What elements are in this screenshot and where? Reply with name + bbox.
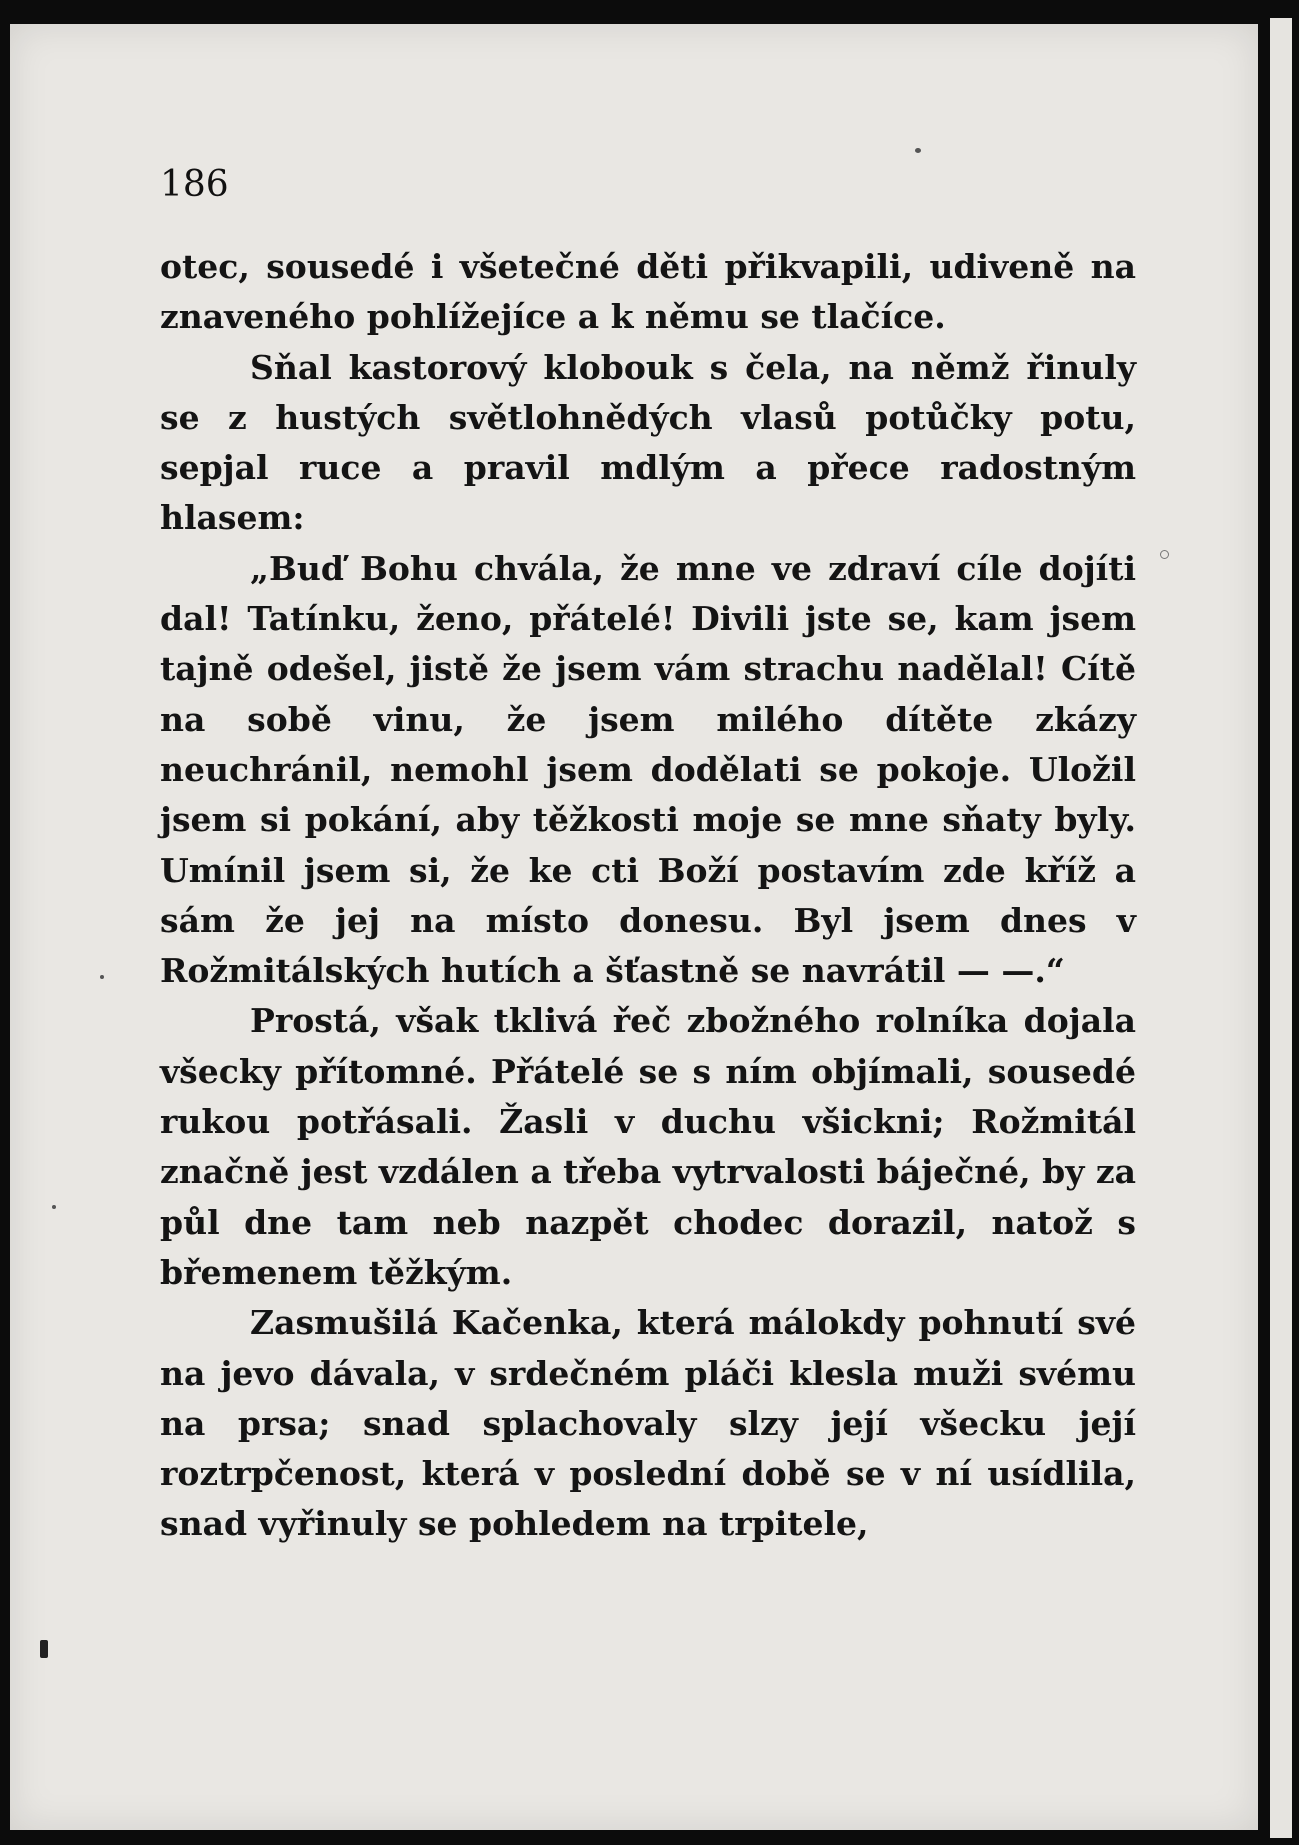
print-speck: [100, 975, 104, 979]
paragraph: otec, sousedé i všetečné děti přikvapili, udiveně na znaveného pohlížejíce a k němu se tlačíce.: [160, 247, 1136, 337]
print-speck: [40, 1640, 48, 1658]
paragraph: Zasmušilá Kačenka, která málokdy pohnutí své na jevo dávala, v srdečném pláči klesla muži svému na prsa; snad splachovaly slzy její všecku její roztrpčenost, která v poslední době se v ní usídlila, snad vyřinuly se pohledem na trpitele,: [160, 1303, 1136, 1544]
page-body: [160, 242, 1136, 1550]
print-speck: [915, 148, 921, 153]
paragraph: Sňal kastorový klobouk s čela, na němž řinuly se z hustých světlohnědých vlasů potůčky potu, sepjal ruce a pravil mdlým a přece radostným hlasem:: [160, 347, 1136, 538]
print-speck: [52, 1205, 56, 1209]
print-speck: [1160, 550, 1169, 559]
paragraph: Prostá, však tklivá řeč zbožného rolníka dojala všecky přítomné. Přátelé se s ním objímali, sousedé rukou potřásali. Žasli v duchu všickni; Rožmitál značně jest vzdálen a třeba vytrvalosti báječné, by za půl dne tam neb nazpět chodec dorazil, natož s břemenem těžkým.: [160, 1001, 1136, 1292]
page-number: 186: [160, 164, 229, 205]
paragraph: „Buď Bohu chvála, že mne ve zdraví cíle dojíti dal! Tatínku, ženo, přátelé! Divili jste se, kam jsem tajně odešel, jistě že jsem vám strachu nadělal! Cítě na sobě vinu, že jsem milého dítěte zkázy neuchránil, nemohl jsem dodělati se pokoje. Uložil jsem si pokání, aby těžkosti moje se mne sňaty byly. Umínil jsem si, že ke cti Boží postavím zde kříž a sám že jej na místo donesu. Byl jsem dnes v Rožmitálských hutích a šťastně se navrátil — —.“: [160, 548, 1136, 991]
adjacent-page-edge: [1270, 18, 1292, 1838]
